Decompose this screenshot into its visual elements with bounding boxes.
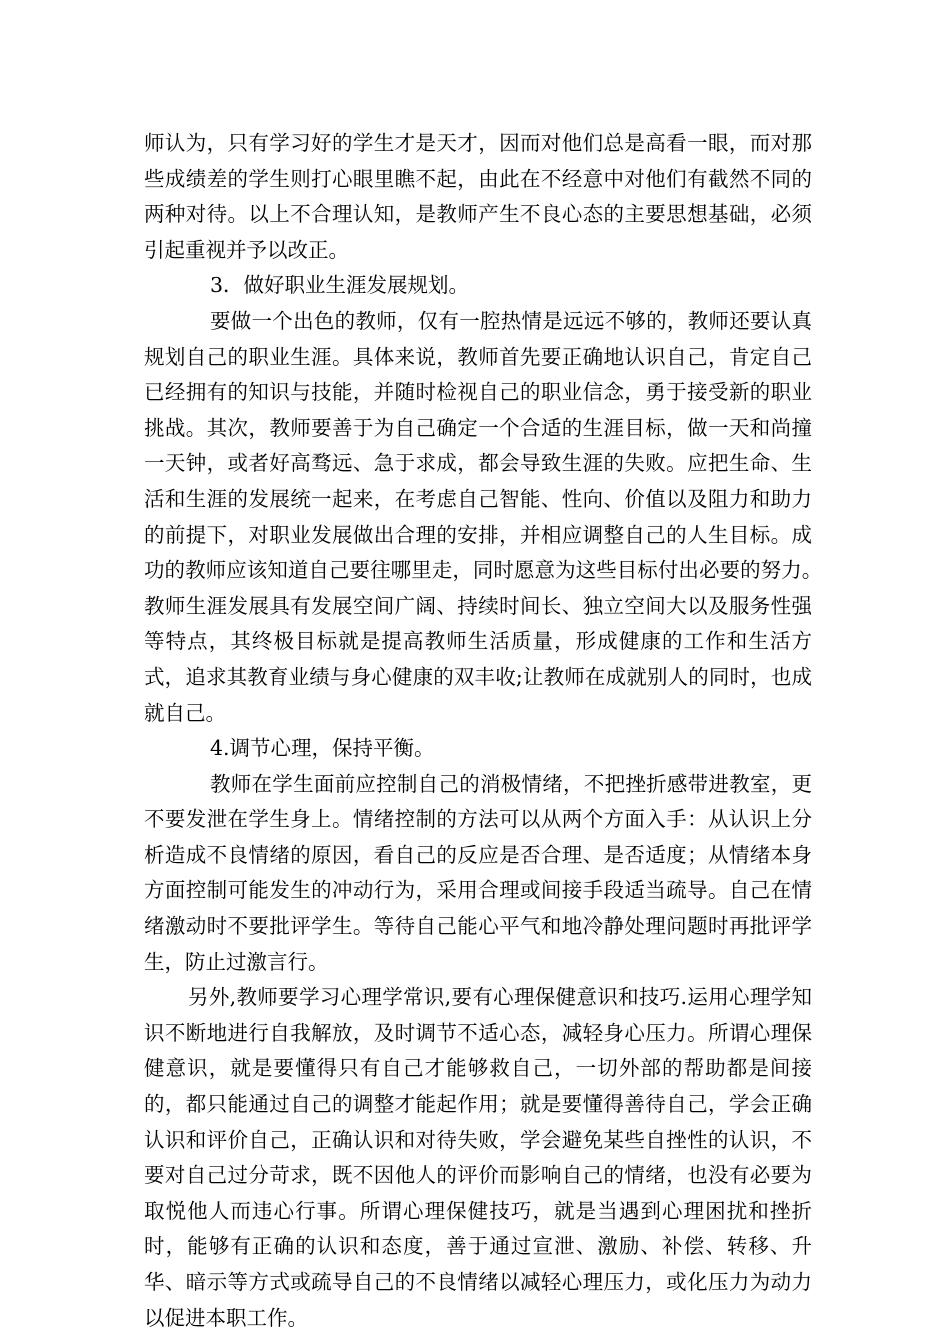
paragraph-mental-health: 另外,教师要学习心理学常识,要有心理保健意识和技巧.运用心理学知识不断地进行自我解放，及时调节不适心态，减轻身心压力。所谓心理保健意识，就是要懂得只有自己才能够救自己，一切外部的帮助都是间接的，都只能通过自己的调整才能起作用；就是要懂得善待自己，学会正确认识和评价自己，正确认识和对待失败，学会避免某些自挫性的认识，不要对自己过分苛求，既不因他人的评价而影响自己的情绪，也没有必要为取悦他人而违心行事。所谓心理保健技巧，就是当遇到心理困扰和挫折时，能够有正确的认识和态度，善于通过宣泄、激励、补偿、转移、升华、暗示等方式或疏导自己的不良情绪以减轻心理压力，或化压力为动力以促进本职工作。 (144, 985, 812, 1330)
heading-adjust-mentality: 4.调节心理，保持平衡。 (210, 736, 435, 761)
document-body (144, 126, 833, 1336)
paragraph-continuation: 师认为，只有学习好的学生才是天才，因而对他们总是高看一眼，而对那些成绩差的学生则打心眼里瞧不起，由此在不经意中对他们有截然不同的两种对待。以上不合理认知，是教师产生不良心态的主要思想基础，必须引起重视并予以改正。 (144, 131, 812, 262)
paragraph-career-planning: 要做一个出色的教师，仅有一腔热情是远远不够的，教师还要认真规划自己的职业生涯。具体来说，教师首先要正确地认识自己，肯定自己已经拥有的知识与技能，并随时检视自己的职业信念，勇于接受新的职业挑战。其次，教师要善于为自己确定一个合适的生涯目标，做一天和尚撞一天钟，或者好高骛远、急于求成，都会导致生涯的失败。应把生命、生活和生涯的发展统一起来，在考虑自己智能、性向、价值以及阻力和助力的前提下，对职业发展做出合理的安排，并相应调整自己的人生目标。成功的教师应该知道自己要往哪里走，同时愿意为这些目标付出必要的努力。 教师生涯发展具有发展空间广阔、持续时间长、独立空间大以及服务性强等特点，其终极目标就是提高教师生活质量，形成健康的工作和生活方式，追求其教育业绩与身心健康的双丰收;让教师在成就别人的同时，也成就自己。 (144, 308, 833, 725)
heading-career-planning: 3．做好职业生涯发展规划。 (210, 273, 470, 298)
paragraph-emotion-control: 教师在学生面前应控制自己的消极情绪，不把挫折感带进教室，更不要发泄在学生身上。情绪控制的方法可以从两个方面入手：从认识上分析造成不良情绪的原因，看自己的反应是否合理、是否适度；从情绪本身方面控制可能发生的冲动行为，采用合理或间接手段适当疏导。自己在情绪激动时不要批评学生。等待自己能心平气和地冷静处理问题时再批评学生，防止过激言行。 (144, 771, 812, 974)
